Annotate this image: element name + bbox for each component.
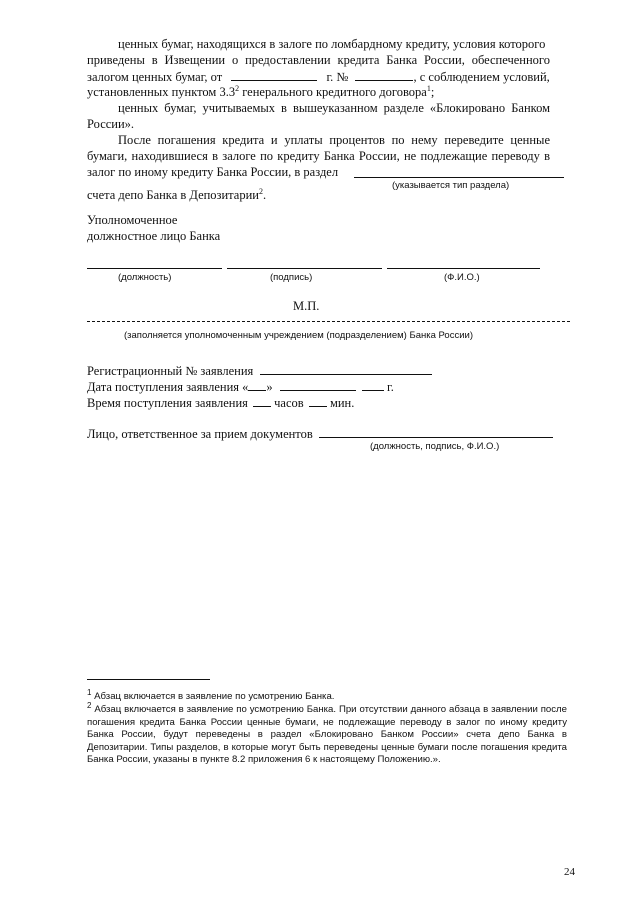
month-blank [280, 379, 356, 391]
reg-number-label: Регистрационный № заявления [87, 364, 254, 378]
date-label: Дата поступления заявления « [87, 380, 249, 394]
para3-line4-text: счета депо Банка в Депозитарии [87, 188, 259, 202]
footnote-1-mark: 1 [87, 687, 92, 697]
footnote-2-mark: 2 [87, 700, 92, 710]
date-close-quote: » [266, 380, 273, 394]
separator-dashed [87, 321, 570, 322]
time-label: Время поступления заявления [87, 396, 248, 410]
para1-line4 [87, 85, 434, 101]
position-blank [87, 268, 222, 269]
reg-number-blank [260, 363, 432, 375]
loan-date-blank [231, 69, 317, 81]
footnote-ref: 1 [426, 83, 431, 93]
date-row [87, 379, 394, 396]
time-row [87, 395, 354, 412]
footnote-1-text: Абзац включается в заявление по усмотрению Банка. [91, 691, 335, 702]
signature-label: (подпись) [270, 272, 313, 283]
signatory-line2: должностное лицо Банка [87, 229, 221, 243]
para1-line3 [87, 69, 550, 86]
responsible-label: Лицо, ответственное за прием документов [87, 427, 313, 441]
para1-line3-number: г. № [326, 70, 349, 84]
para3-line3: залог по иному кредиту Банка России, в раздел [87, 165, 339, 179]
reg-number-row [87, 363, 432, 380]
para1-line3-from: залогом ценных бумаг, от [87, 70, 223, 84]
name-label: (Ф.И.О.) [444, 272, 480, 283]
signature-blank [227, 268, 382, 269]
para1-line3-tail: , с соблюдением условий, [413, 70, 550, 84]
section-type-hint: (указывается тип раздела) [392, 180, 510, 191]
minutes-label: мин. [329, 396, 355, 410]
footnote-2-text: Абзац включается в заявление по усмотрению Банка. При отсутствии данного абзаца в заявлении после погашения кредита Банка России ценные бумаги, не подлежащие переводу в залог по иному кредиту Банка России, будут переведены в раздел «Блокировано Банком России» счета депо Банка в Депозитарии. Типы разделов, в которые могут быть переведены ценные бумаги после погашения кредита Банка России, указаны в пункте 8.2 приложения 6 к настоящему Положению.». [87, 704, 567, 766]
footnote-1 [87, 687, 567, 704]
para1-line4-end: ; [430, 85, 435, 99]
footnote-separator [87, 679, 210, 680]
para2-line1: ценных бумаг, учитываемых в вышеуказанном разделе «Блокировано Банком [118, 101, 550, 115]
day-blank [248, 379, 266, 391]
name-blank [387, 268, 540, 269]
para3-line4 [87, 188, 266, 204]
signatory-line1: Уполномоченное [87, 213, 178, 227]
registry-caption: (заполняется уполномоченным учреждением (подразделением) Банка России) [124, 330, 473, 341]
footnote-ref: 2 [235, 83, 240, 93]
para1-line4-text: установленных пунктом 3.3 [87, 85, 236, 99]
position-label: (должность) [118, 272, 172, 283]
para3-line1: После погашения кредита и уплаты процентов по нему переведите ценные [118, 133, 550, 147]
para1-line4-text2: генерального кредитного договора [239, 85, 427, 99]
hours-blank [253, 395, 271, 407]
footnote-2 [87, 700, 567, 767]
para3-line4-end: . [262, 188, 267, 202]
minutes-blank [309, 395, 327, 407]
para1-line2: приведены в Извещении о предоставлении кредита Банка России, обеспеченного [87, 53, 550, 67]
year-suffix: г. [387, 380, 394, 394]
para1-line1: ценных бумаг, находящихся в залоге по ломбардному кредиту, условия которого [118, 37, 546, 51]
page-number: 24 [564, 866, 575, 878]
responsible-blank [319, 426, 553, 438]
loan-number-blank [355, 69, 413, 81]
stamp-place: М.П. [293, 299, 320, 313]
year-blank [362, 379, 384, 391]
para2-line2: России». [87, 117, 135, 131]
footnote-ref: 2 [258, 186, 263, 196]
section-type-blank [354, 177, 564, 178]
para3-line2: бумаги, находившиеся в залоге по кредиту Банка России, не подлежащие переводу в [87, 149, 550, 163]
responsible-hint: (должность, подпись, Ф.И.О.) [370, 441, 500, 452]
hours-label: часов [274, 396, 304, 410]
